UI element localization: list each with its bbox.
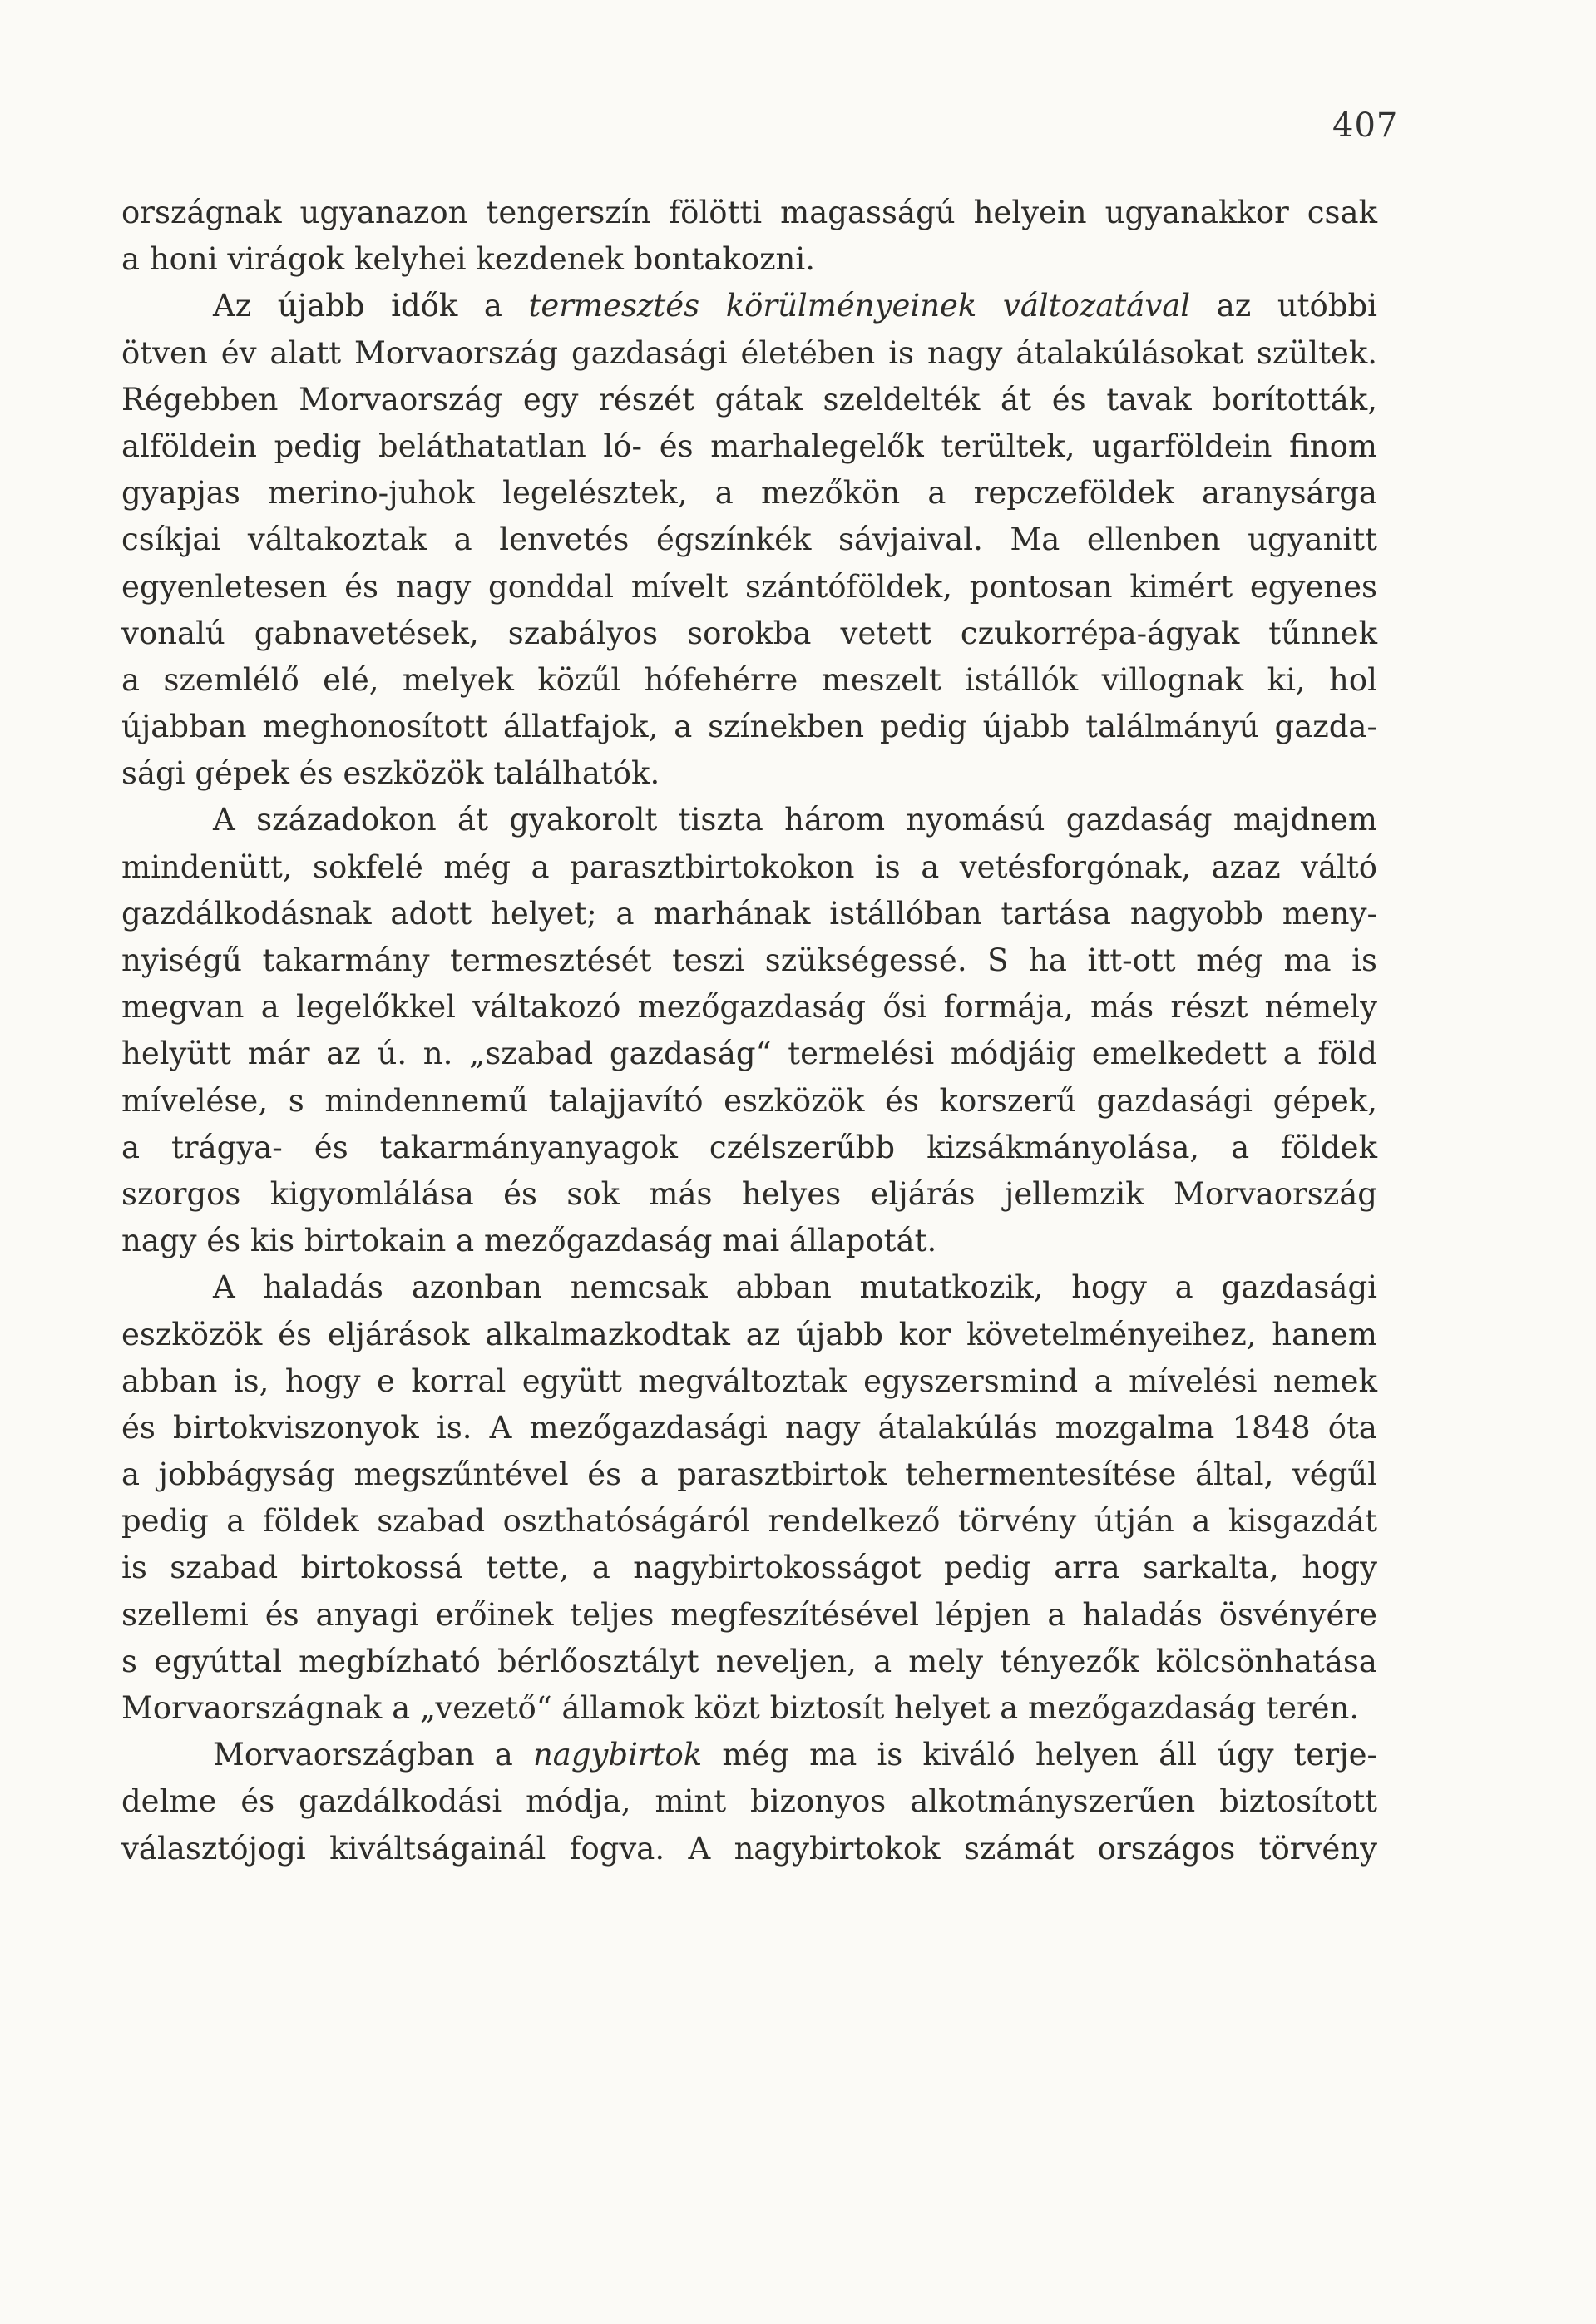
text-line: helyütt már az ú. n. „szabad gazdaság“ termelési módjáig emelkedett a föld [121, 1036, 1377, 1072]
text-line: szellemi és anyagi erőinek teljes megfeszítésével lépjen a haladás ösvényére [121, 1596, 1377, 1633]
text-line: alföldein pedig beláthatatlan ló- és marhalegelők terültek, ugarföldein finom [121, 428, 1377, 464]
text-line: választójogi kiváltságainál fogva. A nagybirtokok számát országos törvény [121, 1830, 1377, 1867]
text-line: eszközök és eljárások alkalmazkodtak az újabb kor követelményeihez, hanem [121, 1316, 1377, 1352]
text-line: gyapjas merino-juhok legelésztek, a mezőkön a repczeföldek aranysárga [121, 475, 1377, 512]
text-line: A századokon át gyakorolt tiszta három nyomású gazdaság majdnem [213, 802, 1377, 838]
text-line: mívelése, s mindennemű talajjavító eszközök és korszerű gazdasági gépek, [121, 1082, 1377, 1119]
text-line: nagy és kis birtokain a mezőgazdaság mai állapotát. [121, 1223, 937, 1259]
text-line: csíkjai váltakoztak a lenvetés égszínkék sávjaival. Ma ellenben ugyanitt [121, 522, 1377, 558]
text-line: mindenütt, sokfelé még a parasztbirtokokon is a vetésforgónak, azaz váltó [121, 848, 1377, 885]
text-fragment: Az újabb idők a [213, 288, 529, 324]
text-fragment: még ma is kiváló helyen áll úgy terje- [702, 1737, 1378, 1773]
text-fragment: Morvaországban a [213, 1737, 533, 1773]
text-line [121, 1732, 1377, 1778]
text-line: újabban meghonosított állatfajok, a színekben pedig újabb találmányú gazda- [121, 709, 1377, 745]
text-line: a jobbágyság megszűntével és a parasztbirtok tehermentesítése által, végűl [121, 1456, 1377, 1493]
text-line: abban is, hogy e korral együtt megváltoztak egyszersmind a mívelési nemek [121, 1362, 1377, 1399]
text-line: Régebben Morvaország egy részét gátak szeldelték át és tavak borították, [121, 381, 1377, 418]
text-line: megvan a legelőkkel váltakozó mezőgazdaság ősi formája, más részt némely [121, 989, 1377, 1026]
text-line: gazdálkodásnak adott helyet; a marhának istállóban tartása nagyobb meny- [121, 895, 1377, 932]
emphasis-text: nagybirtok [532, 1737, 703, 1773]
text-line: és birtokviszonyok is. A mezőgazdasági nagy átalakúlás mozgalma 1848 óta [121, 1409, 1377, 1446]
text-line: is szabad birtokossá tette, a nagybirtokosságot pedig arra sarkalta, hogy [121, 1550, 1377, 1586]
text-line: országnak ugyanazon tengerszín fölötti magasságú helyein ugyanakkor csak [121, 195, 1377, 230]
text-line: Morvaországnak a „vezető“ államok közt biztosít helyet a mezőgazdaság terén. [121, 1690, 1360, 1726]
text-line: A haladás azonban nemcsak abban mutatkozik, hogy a gazdasági [213, 1269, 1377, 1306]
text-line: s egyúttal megbízható bérlőosztályt neveljen, a mely tényezők kölcsönhatása [121, 1643, 1377, 1679]
text-line: vonalú gabnavetések, szabályos sorokba vetett czukorrépa-ágyak tűnnek [121, 615, 1377, 651]
text-line: egyenletesen és nagy gonddal mívelt szántóföldek, pontosan kimért egyenes [121, 568, 1377, 605]
page-number: 407 [1332, 106, 1399, 145]
body-text [121, 190, 1377, 1872]
text-line: nyiségű takarmány termesztését teszi szükségessé. S ha itt-ott még ma is [121, 942, 1377, 978]
text-line: szorgos kigyomlálása és sok más helyes eljárás jellemzik Morvaország [121, 1175, 1377, 1212]
text-line: sági gépek és eszközök találhatók. [121, 755, 660, 792]
text-line [121, 283, 1377, 329]
text-fragment: az utóbbi [1190, 288, 1377, 324]
text-line: delme és gazdálkodási módja, mint bizonyos alkotmányszerűen biztosított [121, 1783, 1377, 1820]
text-line: ötven év alatt Morvaország gazdasági életében is nagy átalakúlásokat szültek. [121, 334, 1377, 371]
text-line: a honi virágok kelyhei kezdenek bontakozni. [121, 241, 815, 278]
text-line: a szemlélő elé, melyek közűl hófehérre meszelt istállók villognak ki, hol [121, 661, 1377, 698]
text-line: a trágya- és takarmányanyagok czélszerűbb kizsákmányolása, a földek [121, 1129, 1377, 1165]
text-line: pedig a földek szabad oszthatóságáról rendelkező törvény útján a kisgazdát [121, 1503, 1377, 1540]
emphasis-text: termesztés körülményeinek változatával [528, 288, 1191, 324]
